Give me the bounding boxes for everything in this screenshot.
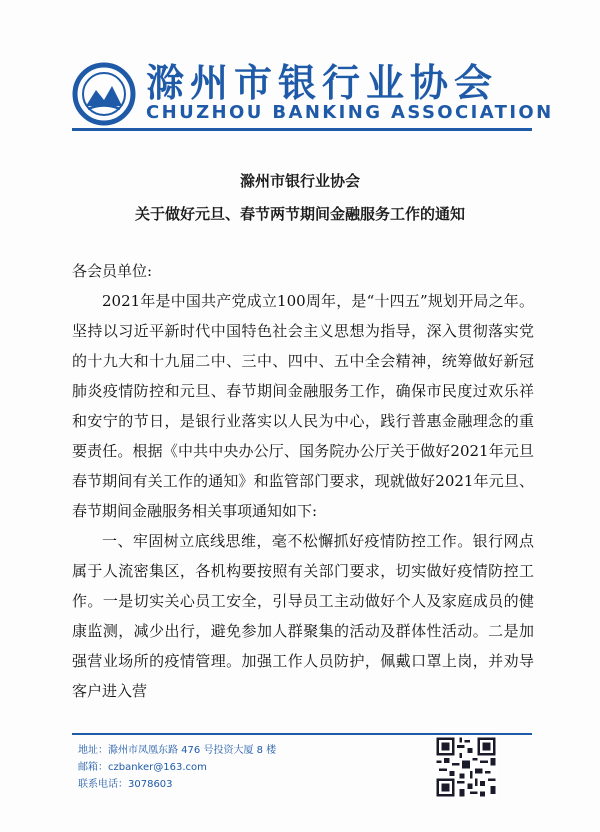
body-paragraph-1: 2021年是中国共产党成立100周年，是“十四五”规划开局之年。坚持以习近平新时代中国特色社会主义思想为指导，深入贯彻落实党的十九大和十九届二中、三中、四中、五中全会精神，统筹做好新冠肺炎疫情防控和元旦、春节期间金融服务工作，确保市民度过欢乐祥和安宁的节日，是银行业落实以人民为中心，践行普惠金融理念的重要责任。根据《中共中央办公厅、国务院办公厅关于做好2021年元旦春节期间有关工作的通知》和监管部门要求，现就做好2021年元旦、春节期间金融服务相关事项通知如下: [72,292,534,520]
body-paragraph-2: 一、牢固树立底线思维，毫不松懈抓好疫情防控工作。银行网点属于人流密集区，各机构要按照有关部门要求，切实做好疫情防控工作。一是切实关心员工安全，引导员工主动做好个人及家庭成员的健康监测，减少出行，避免参加人群聚集的活动及群体性活动。二是加强营业场所的疫情管理。加强工作人员防护，佩戴口罩上岗，并劝导客户进入营 [72,532,534,700]
salutation: 各会员单位: [72,262,153,280]
footer-phone: 联系电话：3078603 [78,779,173,790]
qr-code-icon [434,735,498,799]
footer-email: 邮箱：czbanker@163.com [78,762,207,773]
document-body [72,256,534,706]
header-divider [72,128,532,131]
org-name-cn: 滁州市银行业协会 [146,60,499,105]
association-logo-icon [72,62,136,126]
footer-contact [78,742,378,793]
document-notice-title: 关于做好元旦、春节两节期间金融服务工作的通知 [134,205,465,223]
org-name-en: CHUZHOU BANKING ASSOCIATION [146,102,554,123]
document-org-title: 滁州市银行业协会 [239,172,360,190]
footer-address: 地址：滁州市凤凰东路 476 号投资大厦 8 楼 [78,745,277,756]
